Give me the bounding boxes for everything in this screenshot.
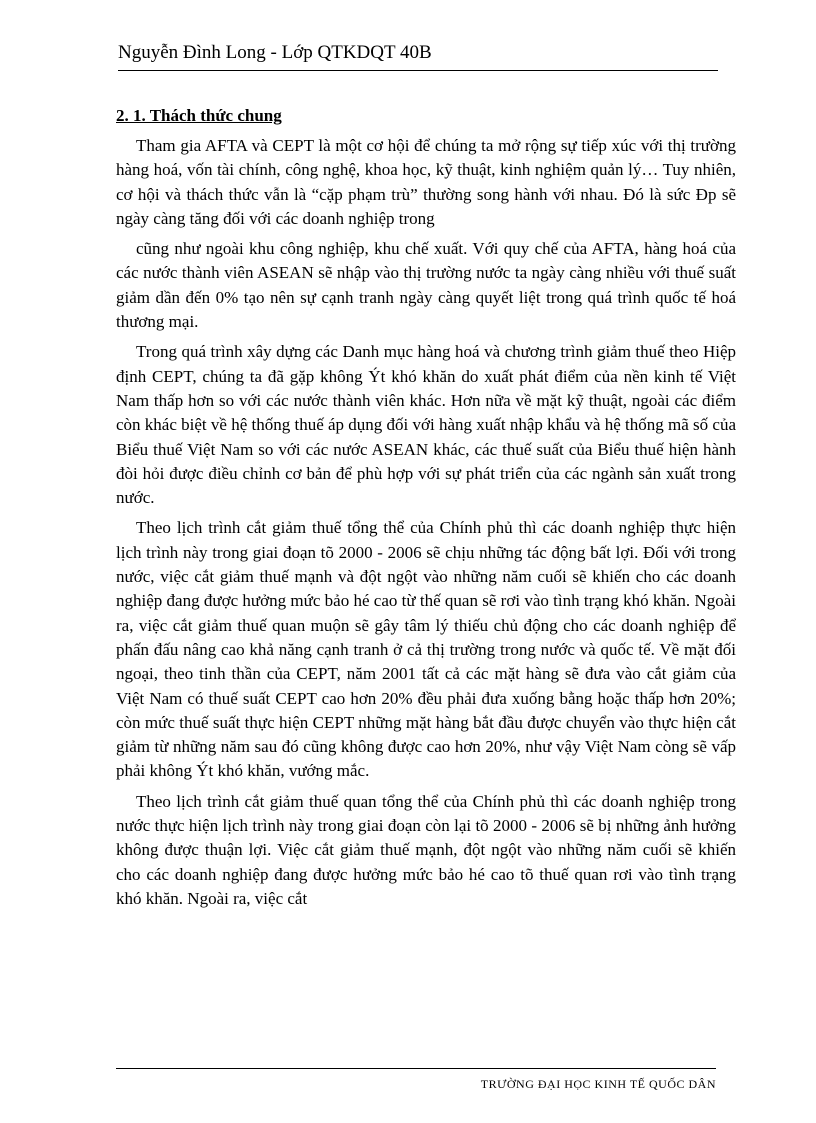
paragraph-2: cũng như ngoài khu công nghiệp, khu chế xuất. Với quy chế của AFTA, hàng hoá của các nước thành viên ASEAN sẽ nhập vào thị trường nước ta ngày càng nhiều với thuế suất giảm dần đến 0% tạo nên sự cạnh tranh ngày càng quyết liệt trong quá trình quốc tế hoá thương mại.: [116, 239, 736, 332]
paragraph-3: Trong quá trình xây dựng các Danh mục hàng hoá và chương trình giảm thuế theo Hiệp định CEPT, chúng ta đã gặp không Ýt khó khăn do xuất phát điểm của nền kinh tế Việt Nam thấp hơn so với các nước thành viên khác. Hơn nữa về mặt kỹ thuật, ngoài các điểm còn khác biệt về hệ thống thuế áp dụng đối với hàng xuất nhập khẩu và hệ thống mã số của Biểu thuế Việt Nam so với các nước ASEAN khác, các thuế suất của Biểu thuế hiện hành đòi hỏi được điều chỉnh cơ bản để phù hợp với sự phát triển của các ngành sản xuất trong nước.: [116, 342, 736, 508]
page-footer: [116, 1068, 716, 1099]
page-header: [118, 38, 718, 71]
document-body: [116, 104, 736, 914]
paragraph-5: Theo lịch trình cắt giảm thuế quan tổng thể của Chính phủ thì các doanh nghiệp trong nước thực hiện lịch trình này trong giai đoạn còn lại tõ 2000 - 2006 sẽ bị những ảnh hưởng không được thuận lợi. Việc cắt giảm thuế mạnh, đột ngột vào những năm cuối sẽ khiến cho các doanh nghiệp đang được hưởng mức bảo hé cao tõ thuế quan rơi vào tình trạng khó khăn. Ngoài ra, việc cắt: [116, 791, 736, 908]
paragraph-1: Tham gia AFTA và CEPT là một cơ hội để chúng ta mở rộng sự tiếp xúc với thị trường hàng hoá, vốn tài chính, công nghệ, khoa học, kỹ thuật, kinh nghiệm quản lý… Tuy nhiên, cơ hội và thách thức vẫn là “cặp phạm trù” thường song hành với nhau. Đó là sức Đp sẽ ngày càng tăng đối với các doanh nghiệp trong: [116, 136, 736, 228]
header-author-class: Nguyễn Đình Long - Lớp QTKDQT 40B: [118, 42, 432, 63]
footer-university: TRƯỜNG ĐẠI HỌC KINH TẾ QUỐC DÂN: [480, 1077, 716, 1091]
paragraph-4: Theo lịch trình cắt giảm thuế tổng thể của Chính phủ thì các doanh nghiệp thực hiện lịch trình này trong giai đoạn tõ 2000 - 2006 sẽ chịu những tác động bất lợi. Đối với trong nước, việc cắt giảm thuế mạnh và đột ngột vào những năm cuối sẽ khiến cho các doanh nghiệp đang được hưởng mức bảo hé cao từ thế quan sẽ rơi vào tình trạng khó khăn. Ngoài ra, việc cắt giảm thuế quan muộn sẽ gây tâm lý thiếu chủ động cho các doanh nghiệp để phấn đấu nâng cao khả năng cạnh tranh ở cả thị trường trong nước và quốc tế. Về mặt đối ngoại, theo tinh thần của CEPT, năm 2001 tất cả các mặt hàng sẽ đưa vào cắt giảm của Việt Nam có thuế suất CEPT cao hơn 20% đều phải đưa xuống bằng hoặc thấp hơn 20%; còn mức thuế suất thực hiện CEPT những mặt hàng bắt đầu được chuyển vào thực hiện cắt giảm từ những năm sau đó cũng không được cao hơn 20%, như vậy Việt Nam còng sẽ vấp phải không Ýt khó khăn, vướng mắc.: [116, 518, 736, 781]
section-heading: 2. 1. Thách thức chung: [116, 106, 282, 125]
